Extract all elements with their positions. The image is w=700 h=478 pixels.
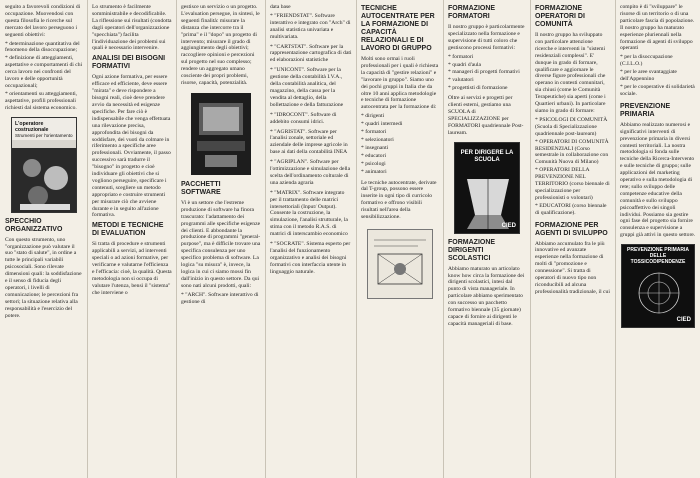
computer-photo	[191, 93, 251, 175]
list-item: * "CARTSTAT". Software per la rappresentazione cartografica di dati ed elaborazioni statistiche	[270, 44, 352, 65]
heading-analisi-bisogni: ANALISI DEI BISOGNI FORMATIVI	[92, 55, 166, 71]
col7-text-2: Abbiamo accumulato fra le più innovative ed avanzate esperienze nella formazione di molti di "promozione e connessione". Si tratta di operatori di nuovo tipo non riconducibili ad alcuna professionalità tradizionale, il cui	[535, 240, 610, 295]
list-item: * "AGRISTAT". Software per l'analisi zonale, settoriale ed aziendale delle imprese agricole in base ai dati della contabilità INEA	[270, 129, 352, 157]
book-title: PREVENZIONE PRIMARIA DELLE TOSSICODIPENDENZE	[627, 247, 689, 265]
col1-text: Con questo strumento, uno "organizzazione può valutare il suo "stato di salute", in ordine a tutte le principali variabili psicosociali. Sono rilevate dimensioni quali: la soddisfazione e il senso di fiducia degli operatori, i livelli di comunicazione; le percezioni fra settori; la situazione relativa alla responsabilità e l'esercizio del potere.	[5, 236, 82, 319]
book-publisher: CIED	[676, 317, 691, 324]
software-list	[270, 13, 352, 276]
column-divider	[265, 0, 266, 478]
heading-formazione-dirigenti: FORMAZIONE DIRIGENTI SCOLASTICI	[448, 238, 496, 262]
list-item: * educatori	[361, 153, 439, 160]
col1-intro: seguito a favorevoli condizioni di occupazione. Muovendosi con questa filosofia le ricerche sul mercato del lavoro perseguono i seguenti obiettivi:	[5, 4, 81, 38]
column-divider	[87, 0, 88, 478]
column-7	[532, 0, 614, 478]
col7-text-1: Il nostro gruppo ha sviluppato con particolare attenzione ricerche e interventi in "sistemi residenziali complessi". E' dunque in grado di formare, qualificare e aggiornare le diverse figure professionali che operano in contesti comunitari, sia chiusi (come le Comunità Terapeutiche) sia aperti (come i Quartieri urbani). In particolare siamo in grado di formare:	[535, 32, 606, 114]
book-cover-per-dirigere	[454, 142, 520, 234]
column-1	[2, 0, 86, 478]
column-divider	[615, 0, 616, 478]
list-item: * per la disoccupazione (C.I.L.O.)	[620, 54, 696, 68]
heading-prevenzione-primaria: PREVENZIONE PRIMARIA	[620, 102, 671, 118]
heading-formazione-formatori: FORMAZIONE FORMATORI	[448, 5, 496, 20]
col6-text-3: Abbiamo maturato un articolato know how circa la formazione dei dirigenti scolastici, intesi dal punto di vista manageriale. In particolare abbiamo sperimentato con successo un pacchetto formativo biennale (35 giornate) capace di fornire ai dirigenti le capacità manageriali di base.	[448, 265, 525, 327]
col3-image-photo	[191, 93, 251, 175]
list-item: * orientamenti su atteggiamenti, aspettative, profili professionali richiesti dal sistema economico.	[5, 91, 83, 112]
list-item: * formatori	[361, 129, 439, 136]
list-item: * psicologi	[361, 161, 439, 168]
col3-text: Vi è un settore che l'estreme produzione di software ha finora trascurato: l'adattamento dei programmi alle specifiche esigenze dei clienti. E abbondante la produzione di programmi "general-purpose", ma è difficile trovare una specifica consulenza per uno specifico problema di software. La logica "su misura" è, invece, la logica in cui ci siamo mossi fin dall'inizio in questo settore. Da qui sono nati alcuni prodotti, quali:	[181, 199, 261, 289]
col3-intro: gestisce un servizio o un progetto. L'evaluation persegue, in sintesi, le seguenti finalità: misurare la distanza che intercorre tra il "prima" e il "dopo" un progetto di intervento; misurare il grado di aggiungimento degli obiettivi; raccogliere opinioni e percezioni sul progetto nel suo complesso; rendere un aggregato umano cosciente dei propri problemi, risorse, capacità, potenzialità.	[181, 4, 260, 86]
list-item: * valutatori	[448, 77, 526, 84]
list-item: * per le aree svantaggiate dell'Appennino	[620, 69, 696, 83]
list-item: * EDUCATORI (corso biennale di qualificazione).	[535, 203, 611, 217]
list-item: * selezionatori	[361, 137, 439, 144]
col8-bullets	[620, 54, 696, 97]
column-8	[617, 0, 699, 478]
list-item: * "IDROCONT". Software di addebito consumi idrici.	[270, 112, 352, 126]
col5-text-2: Le tecniche autocentrate, derivate dal T-group, possono essere inserite in ogni tipo di curricolo formativo e offrono visibili risultati nell'area della sensibilizzazione.	[361, 179, 437, 221]
column-6	[445, 0, 529, 478]
col2-text-1: Ogni azione formativa, per essere efficace ed efficiente, deve essere "mirata" e deve rispondere a bisogni reali, cioè deve prendere avvio da necessità ed esigenze specifiche. Per fare ciò è indispensabile che venga effettuata una rilevazione precisa, approfondita dei bisogni da soddisfare, dei vuoti da colmare in riferimento a specifiche aree professionali. Ovviamente, il passo successivo sarà tradurre il "bisogno" in progetto e cioè individuare gli obiettivi che si vogliono perseguire, specificare i contenuti, scegliere un metodo appropriato e costruire strumenti per misurare ciò che avviene durante e in seguito all'azione formativa.	[92, 74, 171, 219]
list-item: * "SOCRATE". Sistema esperto per l'analisi del funzionamento organizzativo e analisi dei bisogni formativi con interfaccia utente in linguaggio naturale.	[270, 241, 352, 276]
book-cover-operatore	[11, 117, 77, 213]
column-divider	[356, 0, 357, 478]
col4-cont: data base	[270, 4, 291, 10]
group-diagram	[368, 230, 432, 298]
book-cover-prevenzione	[621, 244, 695, 328]
list-item: * quadri d'aula	[448, 62, 526, 69]
list-item: * determinazione quantitativa del fenomeno della disoccupazione;	[5, 41, 83, 55]
column-divider	[443, 0, 444, 478]
list-item: * quadri intermedi	[361, 121, 439, 128]
column-4	[267, 0, 355, 478]
col5-bullets	[361, 113, 439, 175]
column-5	[358, 0, 442, 478]
heading-agenti-sviluppo: FORMAZIONE PER AGENTI DI SVILUPPO	[535, 221, 608, 237]
list-item: * "FRIENDSTAT". Software interattivo e integrato con "Arch" di analisi statistica univariata e multivariata.	[270, 13, 352, 41]
col1-bullets	[5, 41, 83, 112]
column-3	[178, 0, 264, 478]
column-divider	[530, 0, 531, 478]
book-illustration	[12, 148, 77, 213]
col8-text-1: compito è di "sviluppare" le risorse di un territorio o di una particolare fascia di popolazione. Il nostro gruppo ha maturato esperienze pluriennali nella formazione di agenti di sviluppo operanti	[620, 4, 695, 52]
col2-text-2: Si tratta di procedure e strumenti applicabili a servizi, ad interventi speciali o ad azioni formative, per verificarne e valutarne l'efficienza e l'efficacia: cioè, la qualità. Questa metodologia non si occupa di valutare l'utenza, bensì il "sistema" che interviene o	[92, 241, 172, 296]
list-item: * definizione di atteggiamenti, aspettative e comportamenti di chi cerca lavoro nei confronti del lavoro e delle opportunità occupazionali;	[5, 55, 83, 90]
col2-intro: Lo strumento è facilmente somministrabile e decodificabile. La riflessione sui risultati (condotta dagli operatori dell'organizzazione "specchiata") facilita l'individuazione dei problemi sui quali è necessario intervenire.	[92, 4, 172, 52]
column-2	[89, 0, 175, 478]
list-item: * insegnanti	[361, 145, 439, 152]
heading-evaluation: METODI E TECNICHE DI EVALUATION	[92, 222, 164, 238]
list-item: * OPERATORI DELLA PREVENZIONE NEL TERRITORIO (corso biennale di specializzazione per professionisti o volontari)	[535, 167, 611, 202]
heading-operatori-comunita: FORMAZIONE OPERATORI DI COMUNITÀ	[535, 5, 585, 28]
list-item: * dirigenti	[361, 113, 439, 120]
book-subtitle: Strumenti per l'orientamento	[15, 132, 73, 138]
list-item: * manageri di progetti formativi	[448, 69, 526, 76]
col5-text-1: Molti sono ormai i ruoli professionali per i quali è richiesta la capacità di "gestire relazioni" e "lavorare in gruppo". Siamo uno dei pochi gruppi in Italia che da oltre 10 anni applica metodologie e tecniche di formazione autocentrata per la formazione di:	[361, 56, 439, 111]
col8-text-2: Abbiamo realizzato numerosi e significativi interventi di prevenzione primaria in diversi contesti territoriali. La nostra metodologia si fonda sulle tecniche della Ricerca-Intervento e sulle tecniche di gruppo; sulle applicazioni del marketing operativo e sulla metodologia di rete; sullo sviluppo delle competenze educative della comunità e sullo sviluppo psicoaffettivo dei singoli individui. Possiamo sia gestire ogni fase del progetto sia fornire consulenza e supervisione a gruppi già attivi in questo settore.	[620, 121, 696, 239]
list-item: * animatori	[361, 169, 439, 176]
column-divider	[176, 0, 177, 478]
heading-specchio-organizzativo: SPECCHIO ORGANIZZATIVO	[5, 217, 63, 233]
list-item: * PSICOLOGI DI COMUNITÀ (Scuola di Specializzazione quadriennale post-lauream)	[535, 117, 611, 138]
list-item: * per le cooperative di solidarietà sociale.	[620, 84, 696, 98]
list-item: * "UNICONT". Software per la gestione della contabilità I.V.A., della contabilità analitica, del magazzino, della cassa per la vendita al dettaglio, della bollettazione e della fatturazione	[270, 67, 352, 108]
list-item: * progettisti di formazione	[448, 85, 526, 92]
book-title: L'operatore costruzionale	[15, 120, 49, 133]
list-item: * "MATRIX". Software integrato per il trattamento delle matrici intersettoriali (Input/ Output). Consente la costruzione, la simulazione, l'analisi strutturale, la stima con il metodo R.A.S. di matrici di interscambio economico	[270, 190, 352, 238]
list-item: * "AGRIPLAN". Software per l'ottimizzazione e simulazione della scelta dell'ordinamento colturale di una azienda agraria	[270, 159, 352, 187]
list-item: * "ARCH". Software interattivo di gestione di	[181, 292, 261, 306]
col6-bullets	[448, 54, 526, 93]
col5-diagram	[367, 229, 433, 299]
col7-bullets	[535, 117, 611, 217]
col6-text-2: Oltre ai servizi e progetti per clienti esterni, gestiamo una SCUOLA di SPECIALIZZAZIONE per FORMATORI quadriennale Post-lauream.	[448, 95, 524, 136]
heading-tecniche-autocentrate: TECNICHE AUTOCENTRATE PER LA FORMAZIONE DI CAPACITÀ RELAZIONALI E DI LAVORO DI GRUPPO	[361, 5, 435, 52]
heading-pacchetti-software: PACCHETTI SOFTWARE	[181, 180, 221, 196]
list-item: * formatori	[448, 54, 526, 61]
book-publisher: CIED	[501, 222, 516, 229]
list-item: * OPERATORI DI COMUNITÀ RESIDENZIALI (Corso semestrale in collaborazione con Comunità Nuova di Milano)	[535, 139, 611, 167]
book-title: PER DIRIGERE LA SCUOLA	[460, 149, 514, 163]
col6-text-1: Il nostro gruppo è particolarmente specializzato nella formazione e supervisione di tutti coloro che gestiscono processi formativi:	[448, 24, 525, 51]
